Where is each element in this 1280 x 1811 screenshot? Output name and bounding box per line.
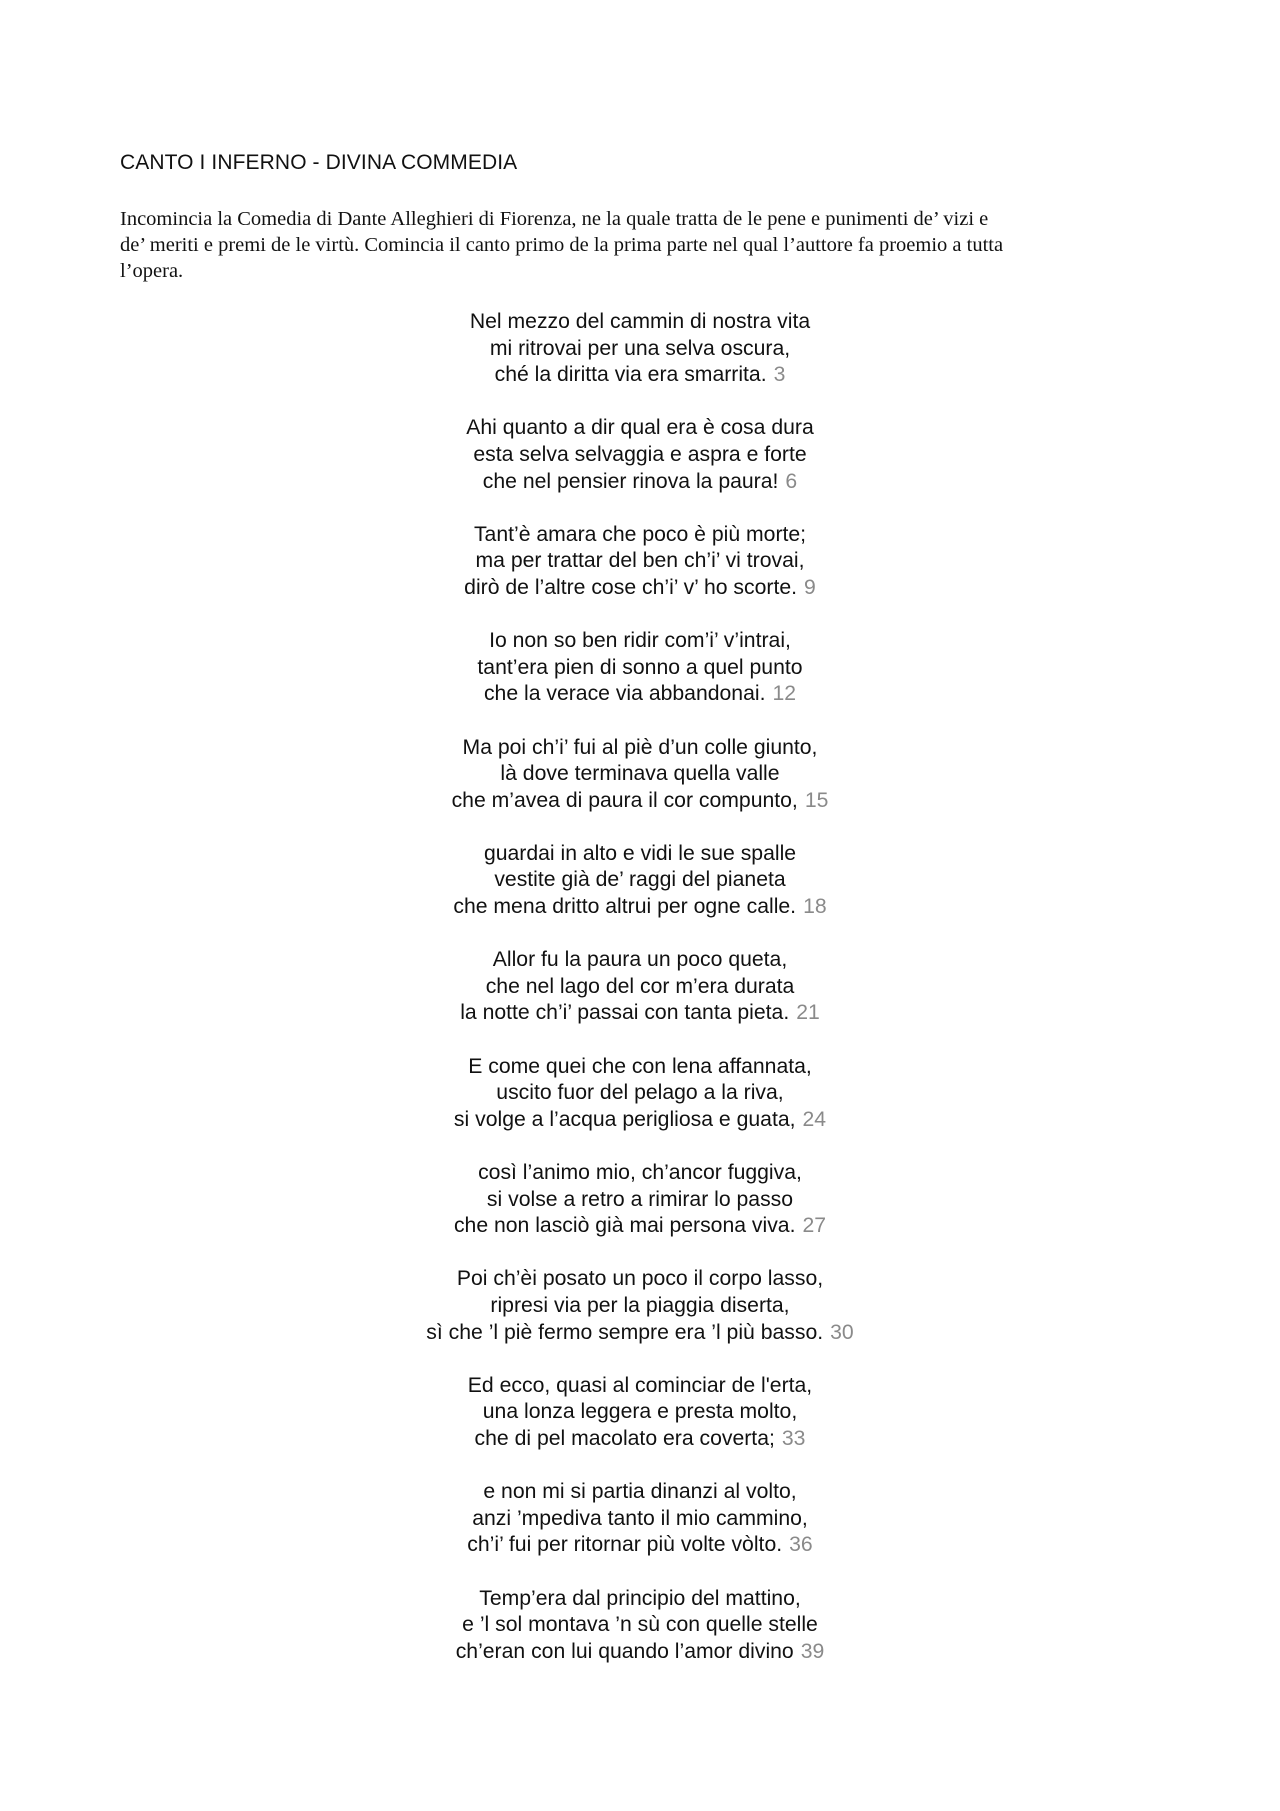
verse-line	[0, 1612, 1280, 1639]
verse-text: la notte ch’i’ passai con tanta pieta.	[460, 1001, 790, 1025]
verse-text: Allor fu la paura un poco queta,	[492, 948, 788, 972]
verse-number: 21	[796, 1001, 820, 1025]
tercet	[0, 309, 1280, 389]
verse-text: che di pel macolato era coverta;	[474, 1426, 775, 1450]
verse-line	[0, 1000, 1280, 1027]
verse-number: 12	[772, 682, 797, 706]
verse-text: che non lasciò già mai persona viva.	[453, 1214, 796, 1238]
verse-line	[0, 1213, 1280, 1240]
verse-text: che m’avea di paura il cor compunto,	[451, 788, 798, 812]
verse-text: Ed ecco, quasi al cominciar de l'erta,	[467, 1373, 813, 1397]
verse-line	[0, 1426, 1280, 1453]
verse-text: Poi ch’èi posato un poco il corpo lasso,	[456, 1267, 824, 1291]
verse-number: 9	[804, 575, 816, 599]
verse-text: ma per trattar del ben ch’i’ vi trovai,	[475, 549, 805, 573]
verse-number: 15	[804, 788, 829, 812]
verse-text: guardai in alto e vidi le sue spalle	[483, 841, 797, 865]
verse-text: ché la diritta via era smarrita.	[494, 363, 767, 387]
verse-number: 30	[830, 1320, 854, 1344]
verse-line	[0, 628, 1280, 655]
verse-line	[0, 548, 1280, 575]
verse-line	[0, 1320, 1280, 1347]
verse-line	[0, 469, 1280, 496]
verse-text: uscito fuor del pelago a la riva,	[496, 1081, 784, 1105]
verse-line	[0, 575, 1280, 602]
verse-text: e ’l sol montava ’n sù con quelle stelle	[462, 1613, 818, 1637]
verse-number: 39	[800, 1639, 825, 1663]
verse-text: così l’animo mio, ch’ancor fuggiva,	[478, 1161, 802, 1184]
verse-text: ripresi via per la piaggia diserta,	[490, 1293, 790, 1317]
verse-line	[0, 1187, 1280, 1214]
verse-line	[0, 681, 1280, 708]
verse-line	[0, 1107, 1280, 1134]
tercet	[0, 522, 1280, 602]
verse-line	[0, 655, 1280, 682]
verse-text: che mena dritto altrui per ogne calle.	[453, 895, 797, 919]
verse-line	[0, 788, 1280, 815]
verse-number: 36	[789, 1533, 813, 1557]
verse-line	[0, 1399, 1280, 1426]
verse-text: dirò de l’altre cose ch’i’ v’ ho scorte.	[464, 575, 798, 599]
verse-text: si volse a retro a rimirar lo passo	[486, 1187, 794, 1211]
verse-text: Io non so ben ridir com’i’ v’intrai,	[489, 629, 791, 653]
tercet	[0, 415, 1280, 495]
verse-text: Nel mezzo del cammin di nostra vita	[469, 310, 811, 333]
verse-number: 33	[781, 1426, 806, 1450]
verse-line	[0, 761, 1280, 788]
verse-line	[0, 1586, 1280, 1613]
verse-line	[0, 1080, 1280, 1107]
tercet	[0, 947, 1280, 1027]
verse-number: 6	[785, 469, 798, 493]
tercet	[0, 1266, 1280, 1346]
tercet	[0, 841, 1280, 921]
verse-text: Ma poi ch’i’ fui al piè d’un colle giunto,	[462, 735, 818, 759]
tercet	[0, 1586, 1280, 1666]
verse-line	[0, 1160, 1280, 1187]
verse-line	[0, 309, 1280, 336]
intro-paragraph	[120, 206, 1160, 284]
verse-line	[0, 1506, 1280, 1533]
verse-text: Temp’era dal principio del mattino,	[479, 1586, 801, 1610]
verse-number: 27	[802, 1214, 827, 1238]
verse-line	[0, 336, 1280, 363]
tercet	[0, 1054, 1280, 1134]
intro-line: Incomincia la Comedia di Dante Alleghieri di Fiorenza, ne la quale tratta de le pene e punimenti de’ vizi e	[120, 208, 989, 230]
tercet	[0, 628, 1280, 708]
verse-text: esta selva selvaggia e aspra e forte	[473, 442, 807, 466]
verse-line	[0, 867, 1280, 894]
verse-text: che nel lago del cor m’era durata	[485, 974, 795, 998]
verse-line	[0, 415, 1280, 442]
verse-line	[0, 974, 1280, 1001]
verse-line	[0, 442, 1280, 469]
verse-text: E come quei che con lena affannata,	[468, 1054, 812, 1078]
verse-number: 18	[803, 895, 827, 919]
verse-text: Tant’è amara che poco è più morte;	[473, 522, 807, 546]
verse-text: sì che ’l piè fermo sempre era ’l più basso.	[426, 1320, 824, 1344]
verse-text: una lonza leggera e presta molto,	[482, 1400, 798, 1424]
verse-text: ch’eran con lui quando l’amor divino	[455, 1639, 794, 1663]
verse-line	[0, 1479, 1280, 1506]
page-title: CANTO I INFERNO - DIVINA COMMEDIA	[120, 151, 518, 174]
verse-line	[0, 735, 1280, 762]
tercet	[0, 1160, 1280, 1240]
verse-number: 24	[802, 1107, 827, 1131]
verse-line	[0, 362, 1280, 389]
verse-text: che la verace via abbandonai.	[483, 682, 766, 706]
verse-text: tant’era pien di sonno a quel punto	[477, 655, 803, 679]
verse-text: anzi ’mpediva tanto il mio cammino,	[472, 1506, 808, 1530]
verse-line	[0, 522, 1280, 549]
intro-line: l’opera.	[120, 260, 184, 282]
verse-line	[0, 841, 1280, 868]
poem-body	[0, 309, 1280, 1692]
verse-text: si volge a l’acqua perigliosa e guata,	[453, 1107, 796, 1131]
verse-line	[0, 947, 1280, 974]
verse-text: là dove terminava quella valle	[500, 762, 780, 786]
verse-text: e non mi si partia dinanzi al volto,	[483, 1480, 797, 1504]
verse-number: 3	[773, 363, 786, 387]
intro-line: de’ meriti e premi de le virtù. Comincia il canto primo de la prima parte nel qual l’auttore fa proemio a tutta	[120, 234, 1004, 256]
verse-line	[0, 1266, 1280, 1293]
verse-text: ch’i’ fui per ritornar più volte vòlto.	[467, 1533, 783, 1557]
verse-line	[0, 1373, 1280, 1400]
tercet	[0, 1373, 1280, 1453]
verse-line	[0, 1532, 1280, 1559]
verse-text: che nel pensier rinova la paura!	[482, 469, 779, 493]
verse-line	[0, 1054, 1280, 1081]
verse-line	[0, 1639, 1280, 1666]
verse-line	[0, 1293, 1280, 1320]
verse-text: mi ritrovai per una selva oscura,	[489, 336, 791, 360]
tercet	[0, 1479, 1280, 1559]
tercet	[0, 735, 1280, 815]
verse-text: Ahi quanto a dir qual era è cosa dura	[466, 416, 814, 440]
verse-text: vestite già de’ raggi del pianeta	[494, 868, 786, 892]
verse-line	[0, 894, 1280, 921]
